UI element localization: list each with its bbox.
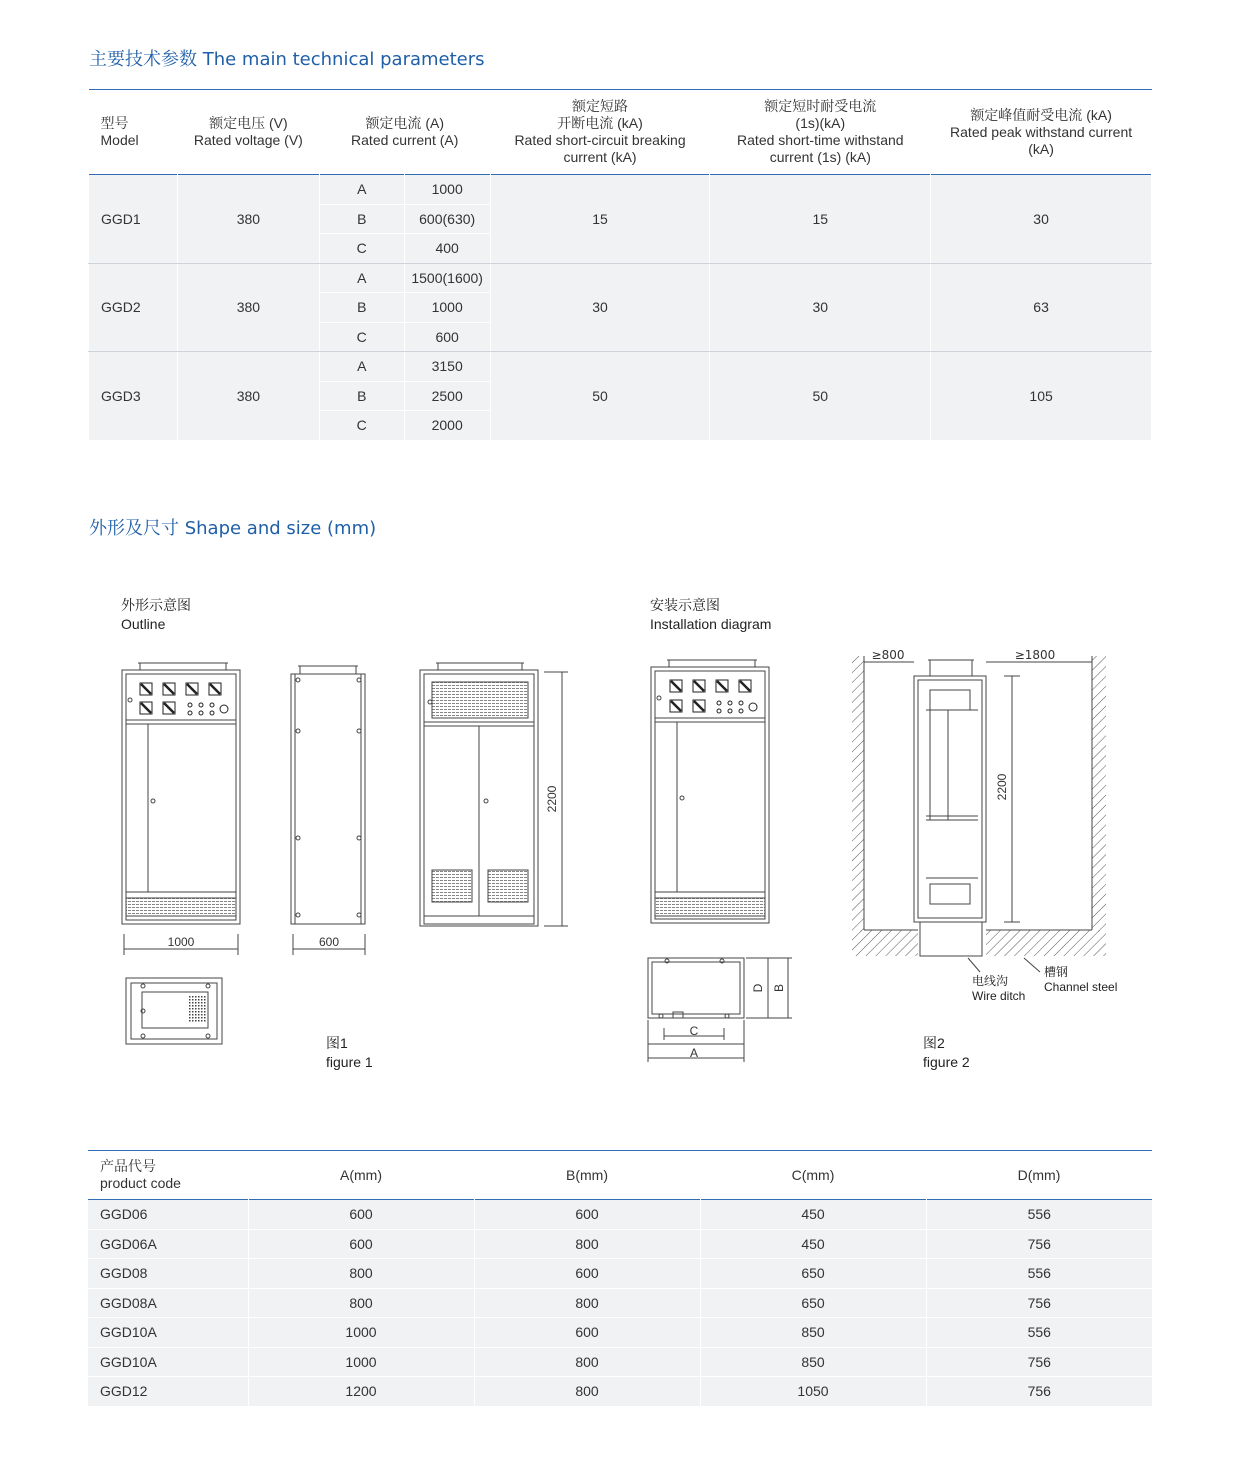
withstand-cell: 30 xyxy=(710,263,931,352)
product-code-cell: GGD10A xyxy=(88,1347,248,1377)
dimension-cell: 800 xyxy=(474,1229,700,1259)
dimension-cell: 556 xyxy=(926,1318,1152,1348)
product-code-cell: GGD06A xyxy=(88,1229,248,1259)
model-cell: GGD1 xyxy=(89,175,178,264)
dimension-cell: 1000 xyxy=(248,1318,474,1348)
figure1-caption: 图1 figure 1 xyxy=(326,1035,373,1070)
header-breaking-current: 额定短路 开断电流 (kA) Rated short-circuit breaking current (kA) xyxy=(514,98,686,165)
header-b: B(mm) xyxy=(566,1166,608,1183)
header-c: C(mm) xyxy=(791,1166,835,1183)
peak-cell: 63 xyxy=(931,263,1152,352)
withstand-cell: 15 xyxy=(710,175,931,264)
header-a: A(mm) xyxy=(340,1166,382,1183)
grade-cell: A xyxy=(319,175,404,205)
shape-section-title: 外形及尺寸 Shape and size (mm) xyxy=(89,518,377,539)
dimension-cell: 600 xyxy=(248,1229,474,1259)
depth-dimension-label: 600 xyxy=(318,935,340,949)
peak-cell: 30 xyxy=(931,175,1152,264)
table-row xyxy=(88,1377,1152,1407)
product-code-cell: GGD06 xyxy=(88,1200,248,1230)
voltage-cell: 380 xyxy=(177,175,319,264)
grade-cell: B xyxy=(319,204,404,234)
dimension-cell: 756 xyxy=(926,1347,1152,1377)
dimension-cell: 850 xyxy=(700,1347,926,1377)
model-cell: GGD3 xyxy=(89,352,178,440)
header-product-code: 产品代号 product code xyxy=(100,1158,181,1191)
current-cell: 2500 xyxy=(404,381,490,411)
current-cell: 3150 xyxy=(404,352,490,382)
grade-cell: C xyxy=(319,234,404,264)
grade-cell: B xyxy=(319,293,404,323)
dimension-cell: 800 xyxy=(474,1377,700,1407)
dimension-cell: 756 xyxy=(926,1229,1152,1259)
front-clearance-label: ≥800 xyxy=(871,648,905,662)
base-a-label: A xyxy=(689,1046,699,1060)
current-cell: 1000 xyxy=(404,293,490,323)
installation-meter-icon xyxy=(670,680,757,713)
dimension-cell: 450 xyxy=(700,1229,926,1259)
current-cell: 400 xyxy=(404,234,490,264)
table-row xyxy=(88,1288,1152,1318)
current-cell: 2000 xyxy=(404,411,490,440)
width-dimension-label: 1000 xyxy=(167,935,195,949)
dimension-cell: 756 xyxy=(926,1288,1152,1318)
breaking-cell: 15 xyxy=(490,175,710,264)
header-withstand-current: 额定短时耐受电流 (1s)(kA) Rated short-time withstand current (1s) (kA) xyxy=(737,98,904,165)
table-row xyxy=(88,1200,1152,1230)
dimension-cell: 800 xyxy=(474,1347,700,1377)
cabinet-rear-view xyxy=(420,663,538,926)
current-cell: 1000 xyxy=(404,175,490,205)
voltage-cell: 380 xyxy=(177,263,319,352)
height-dimension-label: 2200 xyxy=(545,785,559,813)
grade-cell: B xyxy=(319,381,404,411)
model-cell: GGD2 xyxy=(89,263,178,352)
meter-array-icon xyxy=(140,683,228,715)
dimension-cell: 600 xyxy=(248,1200,474,1230)
breaking-cell: 30 xyxy=(490,263,710,352)
outline-label: 外形示意图 Outline xyxy=(121,597,191,632)
current-cell: 600(630) xyxy=(404,204,490,234)
channel-steel-en-label: Channel steel xyxy=(1044,980,1118,994)
dimension-cell: 556 xyxy=(926,1200,1152,1230)
installation-cabinet-view xyxy=(651,660,769,923)
table-row xyxy=(88,1318,1152,1348)
rear-clearance-label: ≥1800 xyxy=(1014,648,1056,662)
header-peak-current: 额定峰值耐受电流 (kA) Rated peak withstand current (kA) xyxy=(950,106,1133,157)
dimension-cell: 556 xyxy=(926,1259,1152,1289)
dims-header-row xyxy=(88,1151,1152,1200)
product-code-cell: GGD08 xyxy=(88,1259,248,1289)
dimension-cell: 800 xyxy=(248,1288,474,1318)
current-cell: 1500(1600) xyxy=(404,263,490,293)
header-voltage: 额定电压 (V) Rated voltage (V) xyxy=(193,115,303,148)
grade-cell: A xyxy=(319,352,404,382)
installation-height-label: 2200 xyxy=(995,773,1009,801)
dimension-cell: 1050 xyxy=(700,1377,926,1407)
installation-room-section xyxy=(852,656,1106,972)
product-code-cell: GGD10A xyxy=(88,1318,248,1348)
figure2-caption: 图2 figure 2 xyxy=(923,1035,970,1070)
dimension-cell: 600 xyxy=(474,1318,700,1348)
cabinet-top-plan xyxy=(126,978,222,1044)
wire-ditch-zh-label: 电线沟 xyxy=(972,974,1009,988)
grade-cell: C xyxy=(319,322,404,352)
dimension-cell: 450 xyxy=(700,1200,926,1230)
table-row xyxy=(88,1229,1152,1259)
dimension-cell: 600 xyxy=(474,1259,700,1289)
dimension-cell: 1200 xyxy=(248,1377,474,1407)
withstand-cell: 50 xyxy=(710,352,931,440)
product-code-cell: GGD08A xyxy=(88,1288,248,1318)
wire-ditch-en-label: Wire ditch xyxy=(972,989,1026,1003)
dimension-cell: 850 xyxy=(700,1318,926,1348)
dimension-cell: 600 xyxy=(474,1200,700,1230)
dimension-cell: 650 xyxy=(700,1259,926,1289)
header-current: 额定电流 (A) Rated current (A) xyxy=(351,115,459,148)
installation-label: 安装示意图 Installation diagram xyxy=(650,597,772,632)
table-row xyxy=(88,1259,1152,1289)
dimension-cell: 800 xyxy=(248,1259,474,1289)
dimensions-table xyxy=(88,1150,1152,1407)
params-section-title: 主要技术参数 The main technical parameters xyxy=(89,49,485,70)
dimension-cell: 800 xyxy=(474,1288,700,1318)
current-cell: 600 xyxy=(404,322,490,352)
base-d-label: D xyxy=(751,983,765,993)
base-plan-view xyxy=(648,958,792,1062)
peak-cell: 105 xyxy=(931,352,1152,440)
dimension-cell: 1000 xyxy=(248,1347,474,1377)
cabinet-side-view xyxy=(291,666,365,924)
table-row xyxy=(88,1347,1152,1377)
channel-steel-zh-label: 槽钢 xyxy=(1044,965,1069,979)
dimension-cell: 650 xyxy=(700,1288,926,1318)
header-d: D(mm) xyxy=(1017,1166,1061,1183)
base-b-label: B xyxy=(772,983,786,993)
voltage-cell: 380 xyxy=(177,352,319,440)
header-model: 型号 Model xyxy=(100,115,139,148)
product-code-cell: GGD12 xyxy=(88,1377,248,1407)
breaking-cell: 50 xyxy=(490,352,710,440)
grade-cell: A xyxy=(319,263,404,293)
base-c-label: C xyxy=(689,1024,699,1038)
dimension-cell: 756 xyxy=(926,1377,1152,1407)
grade-cell: C xyxy=(319,411,404,440)
